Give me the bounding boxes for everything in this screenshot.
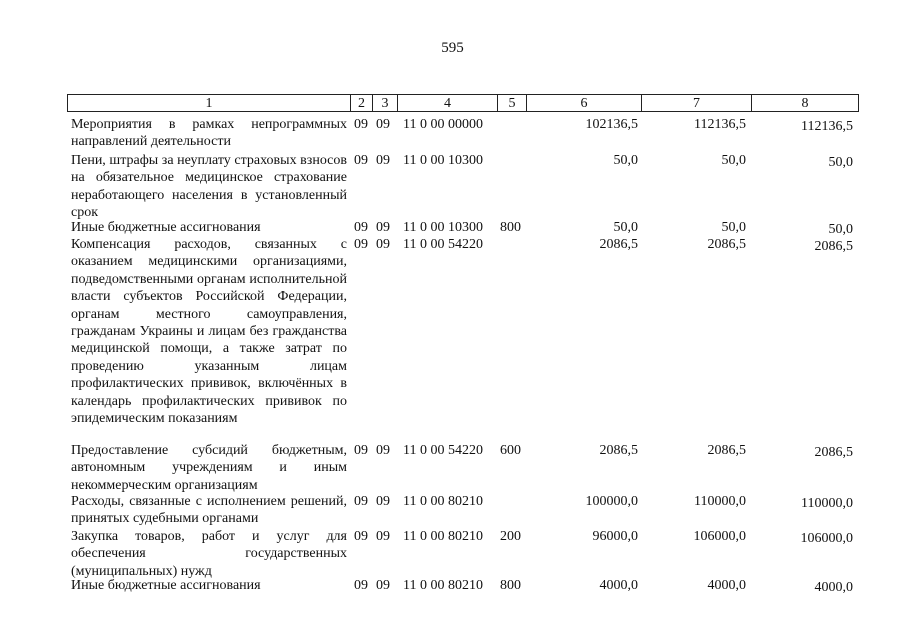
row-value-6: 4000,0 <box>599 578 638 593</box>
row-subsection: 09 <box>376 237 390 252</box>
row-value-7: 112136,5 <box>694 117 746 132</box>
row-value-6: 50,0 <box>613 220 638 235</box>
row-section: 09 <box>354 443 368 458</box>
row-value-7: 50,0 <box>721 220 746 235</box>
row-description: Пени, штрафы за неуплату страховых взносов на обязательное медицинское страхование неработающего населения в установленный срок <box>71 153 347 221</box>
header-col-8: 8 <box>751 94 859 112</box>
row-value-7: 50,0 <box>721 153 746 168</box>
row-target-code: 11 0 00 80210 <box>403 494 483 509</box>
header-col-3: 3 <box>372 94 397 112</box>
row-value-7: 106000,0 <box>693 529 746 544</box>
row-subsection: 09 <box>376 443 390 458</box>
row-subsection: 09 <box>376 494 390 509</box>
row-value-8: 106000,0 <box>800 531 853 546</box>
row-target-code: 11 0 00 10300 <box>403 153 483 168</box>
row-subsection: 09 <box>376 578 390 593</box>
row-value-8: 4000,0 <box>814 580 853 595</box>
row-target-code: 11 0 00 10300 <box>403 220 483 235</box>
row-expense-type: 800 <box>500 578 521 593</box>
row-section: 09 <box>354 237 368 252</box>
row-section: 09 <box>354 529 368 544</box>
row-value-6: 2086,5 <box>599 443 638 458</box>
header-col-4: 4 <box>397 94 497 112</box>
row-value-7: 4000,0 <box>707 578 746 593</box>
header-col-5: 5 <box>497 94 526 112</box>
row-section: 09 <box>354 494 368 509</box>
row-target-code: 11 0 00 54220 <box>403 237 483 252</box>
header-col-2: 2 <box>350 94 372 112</box>
row-section: 09 <box>354 220 368 235</box>
row-value-6: 96000,0 <box>592 529 638 544</box>
row-subsection: 09 <box>376 529 390 544</box>
row-description: Компенсация расходов, связанных с оказанием медицинскими организациями, подведомственными органам исполнительной власти субъектов Российской Федерации, органам местного самоуправления, гражданам Украины и лицам без гражданства медицинской помощи, а также затрат по проведению указанным лицам профилактических прививок, включённых в календарь профилактических прививок по эпидемическим показаниям <box>71 237 347 427</box>
row-value-8: 2086,5 <box>814 239 853 254</box>
row-expense-type: 200 <box>500 529 521 544</box>
row-value-6: 50,0 <box>613 153 638 168</box>
row-value-7: 110000,0 <box>694 494 746 509</box>
row-value-7: 2086,5 <box>707 443 746 458</box>
row-subsection: 09 <box>376 220 390 235</box>
row-expense-type: 600 <box>500 443 521 458</box>
row-value-8: 2086,5 <box>814 445 853 460</box>
row-description: Мероприятия в рамках непрограммных направлений деятельности <box>71 117 347 150</box>
row-section: 09 <box>354 153 368 168</box>
row-description: Иные бюджетные ассигнования <box>71 578 261 593</box>
row-value-6: 102136,5 <box>585 117 638 132</box>
row-section: 09 <box>354 117 368 132</box>
row-value-7: 2086,5 <box>707 237 746 252</box>
row-value-8: 112136,5 <box>801 119 853 134</box>
row-value-8: 110000,0 <box>801 496 853 511</box>
row-description: Расходы, связанные с исполнением решений, принятых судебными органами <box>71 494 347 527</box>
row-description: Закупка товаров, работ и услуг для обеспечения государственных (муниципальных) нужд <box>71 529 347 579</box>
header-col-6: 6 <box>526 94 641 112</box>
row-value-6: 2086,5 <box>599 237 638 252</box>
row-value-8: 50,0 <box>828 155 853 170</box>
row-value-6: 100000,0 <box>585 494 638 509</box>
row-target-code: 11 0 00 80210 <box>403 529 483 544</box>
page-number: 595 <box>441 40 464 56</box>
row-target-code: 11 0 00 00000 <box>403 117 483 132</box>
row-section: 09 <box>354 578 368 593</box>
row-target-code: 11 0 00 54220 <box>403 443 483 458</box>
header-col-7: 7 <box>641 94 751 112</box>
row-subsection: 09 <box>376 153 390 168</box>
row-description: Иные бюджетные ассигнования <box>71 220 261 235</box>
row-expense-type: 800 <box>500 220 521 235</box>
row-value-8: 50,0 <box>828 222 853 237</box>
row-description: Предоставление субсидий бюджетным, автономным учреждениям и иным некоммерческим организациям <box>71 443 347 493</box>
header-col-1: 1 <box>67 94 350 112</box>
row-target-code: 11 0 00 80210 <box>403 578 483 593</box>
row-subsection: 09 <box>376 117 390 132</box>
